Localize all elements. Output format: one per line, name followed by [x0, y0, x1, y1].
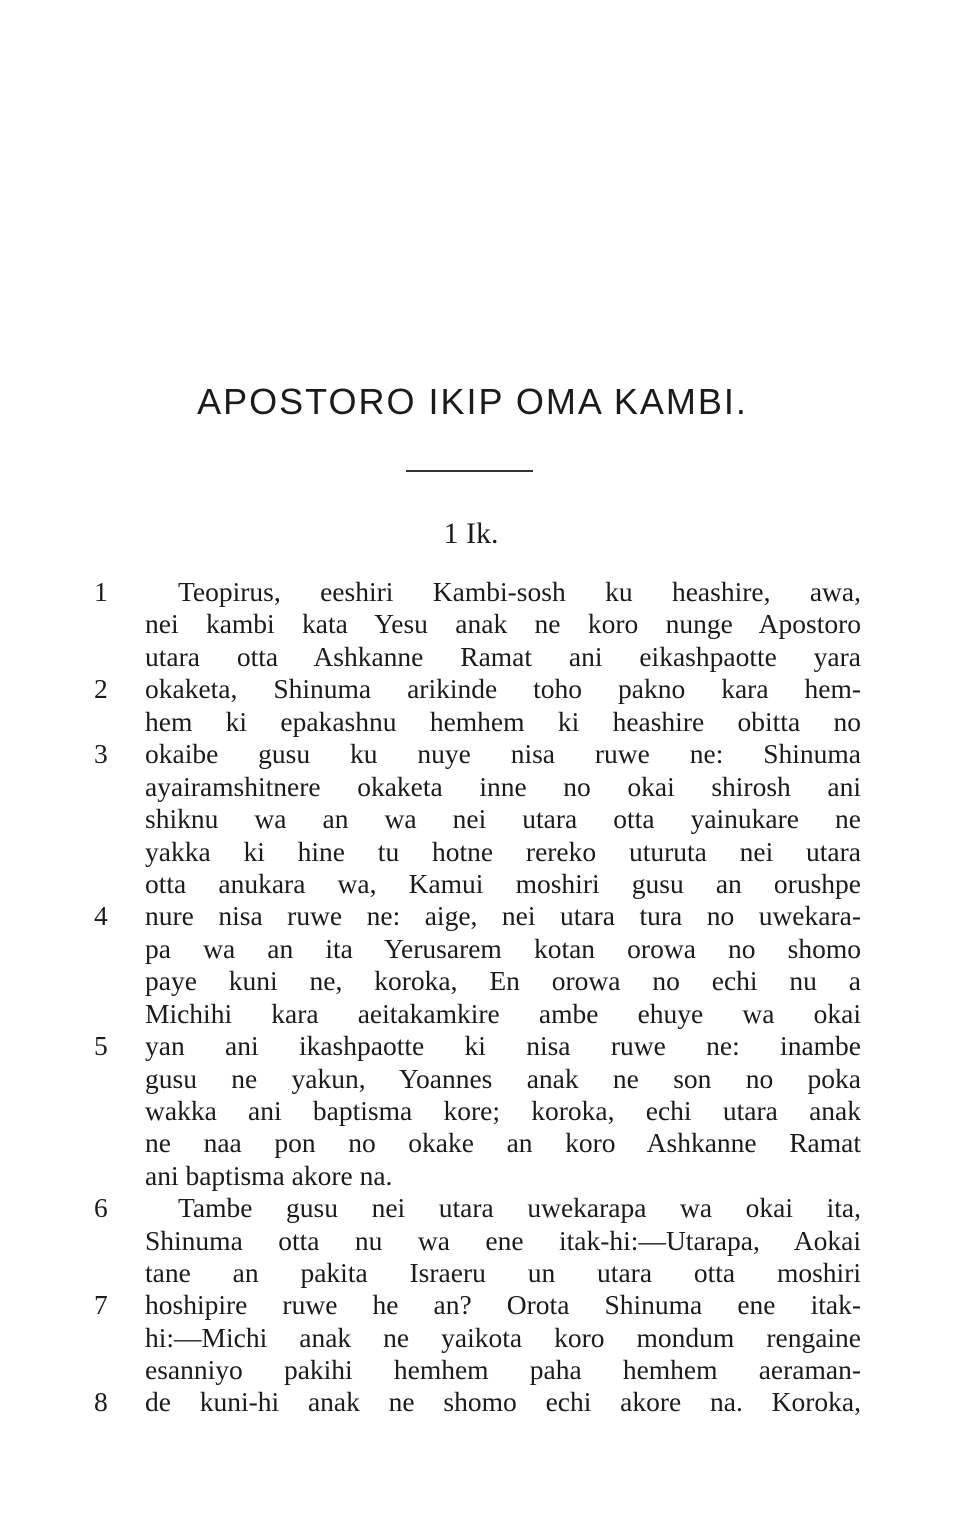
text-line: okaketa, Shinuma arikinde toho pakno kara hem-	[145, 673, 861, 704]
text-line: hem ki epakashnu hemhem ki heashire obitta no	[145, 706, 861, 737]
text-line: Shinuma otta nu wa ene itak-hi:—Utarapa, Aokai	[145, 1225, 861, 1256]
text-line: de kuni-hi anak ne shomo echi akore na. Koroka,	[145, 1386, 861, 1417]
text-line: hi:—Michi anak ne yaikota koro mondum rengaine	[145, 1322, 861, 1353]
page-title: APOSTORO IKIP OMA KAMBI.	[197, 381, 748, 422]
verse-number: 6	[94, 1192, 108, 1223]
text-line: nei kambi kata Yesu anak ne koro nunge Apostoro	[145, 608, 861, 639]
verse-number: 8	[94, 1386, 108, 1417]
text-line: yan ani ikashpaotte ki nisa ruwe ne: inambe	[145, 1030, 861, 1061]
text-line: Teopirus, eeshiri Kambi-sosh ku heashire, awa,	[178, 576, 861, 607]
text-line: pa wa an ita Yerusarem kotan orowa no shomo	[145, 933, 861, 964]
text-line: gusu ne yakun, Yoannes anak ne son no poka	[145, 1063, 861, 1094]
text-line: esanniyo pakihi hemhem paha hemhem aeraman-	[145, 1354, 861, 1385]
text-line: shiknu wa an wa nei utara otta yainukare ne	[145, 803, 861, 834]
verse-number: 7	[94, 1289, 108, 1320]
verse-number: 2	[94, 673, 108, 704]
verse-number: 3	[94, 738, 108, 769]
verse-number: 4	[94, 900, 108, 931]
text-line: okaibe gusu ku nuye nisa ruwe ne: Shinuma	[145, 738, 861, 769]
text-line: otta anukara wa, Kamui moshiri gusu an orushpe	[145, 868, 861, 899]
text-line: wakka ani baptisma kore; koroka, echi utara anak	[145, 1095, 861, 1126]
text-line: ayairamshitnere okaketa inne no okai shirosh ani	[145, 771, 861, 802]
text-line: paye kuni ne, koroka, En orowa no echi nu a	[145, 965, 861, 996]
chapter-heading: 1 Ik.	[443, 517, 499, 550]
verse-number: 5	[94, 1030, 108, 1061]
text-line: utara otta Ashkanne Ramat ani eikashpaotte yara	[145, 641, 861, 672]
text-line: ani baptisma akore na.	[145, 1160, 393, 1191]
text-line: tane an pakita Israeru un utara otta moshiri	[145, 1257, 861, 1288]
text-line: ne naa pon no okake an koro Ashkanne Ramat	[145, 1127, 861, 1158]
text-line: Michihi kara aeitakamkire ambe ehuye wa okai	[145, 998, 861, 1029]
text-line: hoshipire ruwe he an? Orota Shinuma ene itak-	[145, 1289, 861, 1320]
text-line: nure nisa ruwe ne: aige, nei utara tura no uwekara-	[145, 900, 861, 931]
text-line: Tambe gusu nei utara uwekarapa wa okai ita,	[178, 1192, 861, 1223]
text-line: yakka ki hine tu hotne rereko uturuta nei utara	[145, 836, 861, 867]
title-rule	[406, 470, 533, 472]
verse-number: 1	[94, 576, 108, 607]
